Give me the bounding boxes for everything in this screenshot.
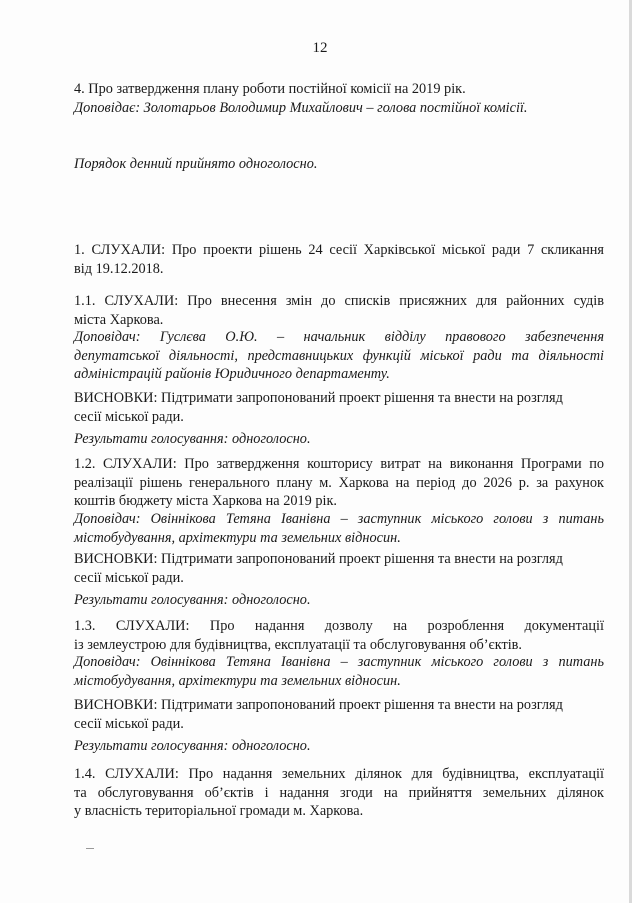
item-conclusion-line: сесії міської ради. [74,715,184,732]
item-conclusion-line: ВИСНОВКИ: Підтримати запропонований проект рішення та внести на розгляд [74,551,563,567]
item-heard-line: та обслуговування об’єктів і надання згоди на прийняття земельних ділянок [74,784,604,801]
item-1-2-vote: Результати голосування: одноголосно. [74,592,311,608]
page-number: 12 [312,40,328,56]
item-speaker-line: містобудування, архітектури та земельних відносин. [74,672,401,689]
item-conclusion-line: ВИСНОВКИ: Підтримати запропонований проект рішення та внести на розгляд [74,697,563,713]
item-1-3-conclusion [74,696,604,733]
item-heard-line: коштів бюджету міста Харкова на 2019 рік. [74,493,337,509]
item-speaker-line: адміністрацій районів Юридичного департаменту. [74,366,390,382]
item-heard-line: із землеустрою для будівництва, експлуатації та обслуговування об’єктів. [74,636,522,653]
item-1-1-speaker [74,328,604,384]
item-heard-line: у власність територіальної громади м. Харкова. [74,803,364,819]
item-heard-line: 1.4. СЛУХАЛИ: Про надання земельних ділянок для будівництва, експлуатації [74,766,604,782]
section-1-heading [74,241,604,278]
item-heard-line: 1.2. СЛУХАЛИ: Про затвердження кошторису витрат на виконання Програми по [74,456,604,472]
item-1-1-heard [74,292,604,329]
item-speaker-line: містобудування, архітектури та земельних відносин. [74,529,401,546]
agenda-adopted-note: Порядок денний прийнято одноголосно. [74,156,318,172]
item-1-1-vote: Результати голосування: одноголосно. [74,431,311,447]
item-1-2-speaker [74,510,604,547]
item-speaker-line: Доповідач: Овіннікова Тетяна Іванівна – заступник міського голови з питань [74,654,604,670]
section-1-heading-line: 1. СЛУХАЛИ: Про проекти рішень 24 сесії Харківської міської ради 7 скликання [74,242,604,258]
item-1-3-vote: Результати голосування: одноголосно. [74,738,311,754]
item-speaker-line: Доповідач: Гуслєва О.Ю. – начальник відділу правового забезпечення [74,329,604,345]
item-heard-line: міста Харкова. [74,311,164,328]
item-speaker-line: депутатської діяльності, представницьких функцій міської ради та діяльності [74,347,604,364]
item-heard-line: 1.1. СЛУХАЛИ: Про внесення змін до списків присяжних для районних судів [74,293,604,309]
item-conclusion-line: сесії міської ради. [74,408,184,425]
agenda-item-4 [74,80,604,117]
item-1-2-conclusion [74,550,604,587]
item-speaker-line: Доповідач: Овіннікова Тетяна Іванівна – заступник міського голови з питань [74,511,604,527]
item-heard-line: 1.3. СЛУХАЛИ: Про надання дозволу на розроблення документації [74,618,604,634]
scan-mark [86,848,94,849]
item-1-4-heard [74,765,604,821]
item-1-2-heard [74,455,604,511]
item-conclusion-line: сесії міської ради. [74,569,184,586]
item-conclusion-line: ВИСНОВКИ: Підтримати запропонований проект рішення та внести на розгляд [74,390,563,406]
item-1-3-speaker [74,653,604,690]
item-heard-line: реалізації рішень генерального плану м. Харкова на період до 2026 р. за рахунок [74,474,604,491]
section-1-heading-line: від 19.12.2018. [74,260,164,277]
agenda-item-4-speaker: Доповідає: Золотарьов Володимир Михайлович – голова постійної комісії. [74,99,528,116]
agenda-item-4-title: 4. Про затвердження плану роботи постійної комісії на 2019 рік. [74,81,466,97]
item-1-3-heard [74,617,604,654]
item-1-1-conclusion [74,389,604,426]
